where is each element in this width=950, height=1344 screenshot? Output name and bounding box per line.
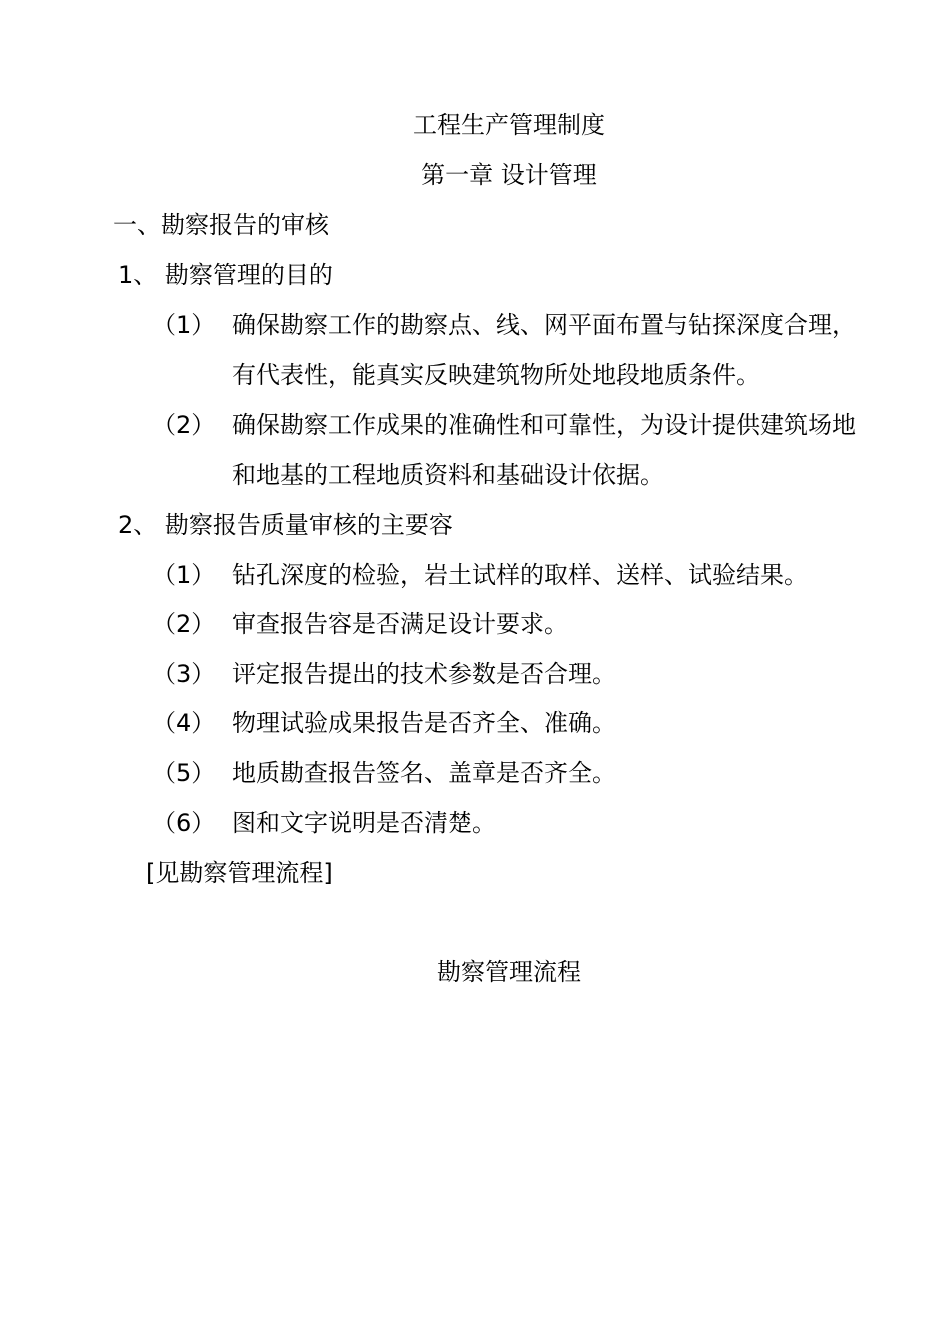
subsection-2-heading: 2、 勘察报告质量审核的主要容 — [118, 511, 453, 539]
item-text-line: 确保勘察工作的勘察点、线、网平面布置与钻探深度合理， — [232, 311, 856, 339]
subsection-1-heading: 1、 勘察管理的目的 — [118, 261, 333, 289]
item-text: 图和文字说明是否清楚。 — [232, 809, 496, 837]
item-text: 评定报告提出的技术参数是否合理。 — [232, 660, 616, 688]
item-marker: （2） — [152, 411, 216, 439]
item-text-line: 确保勘察工作成果的准确性和可靠性，为设计提供建筑场地 — [232, 411, 856, 439]
chapter-title: 第一章 设计管理 — [421, 161, 597, 189]
item-marker: （3） — [152, 660, 216, 688]
flow-title: 勘察管理流程 — [437, 958, 581, 986]
item-text-line: 有代表性，能真实反映建筑物所处地段地质条件。 — [232, 361, 760, 389]
item-text: 审查报告容是否满足设计要求。 — [232, 610, 568, 638]
item-text: 物理试验成果报告是否齐全、准确。 — [232, 709, 616, 737]
item-text: 钻孔深度的检验，岩土试样的取样、送样、试验结果。 — [232, 561, 808, 589]
item-text: 地质勘查报告签名、盖章是否齐全。 — [232, 759, 616, 787]
section-heading: 一、勘察报告的审核 — [113, 211, 329, 239]
item-marker: （4） — [152, 709, 216, 737]
item-marker: （6） — [152, 809, 216, 837]
item-marker: （1） — [152, 561, 216, 589]
item-text-line: 和地基的工程地质资料和基础设计依据。 — [232, 461, 664, 489]
document-title: 工程生产管理制度 — [413, 111, 605, 139]
see-reference: [见勘察管理流程] — [146, 859, 333, 887]
item-marker: （2） — [152, 610, 216, 638]
item-marker: （1） — [152, 311, 216, 339]
item-marker: （5） — [152, 759, 216, 787]
